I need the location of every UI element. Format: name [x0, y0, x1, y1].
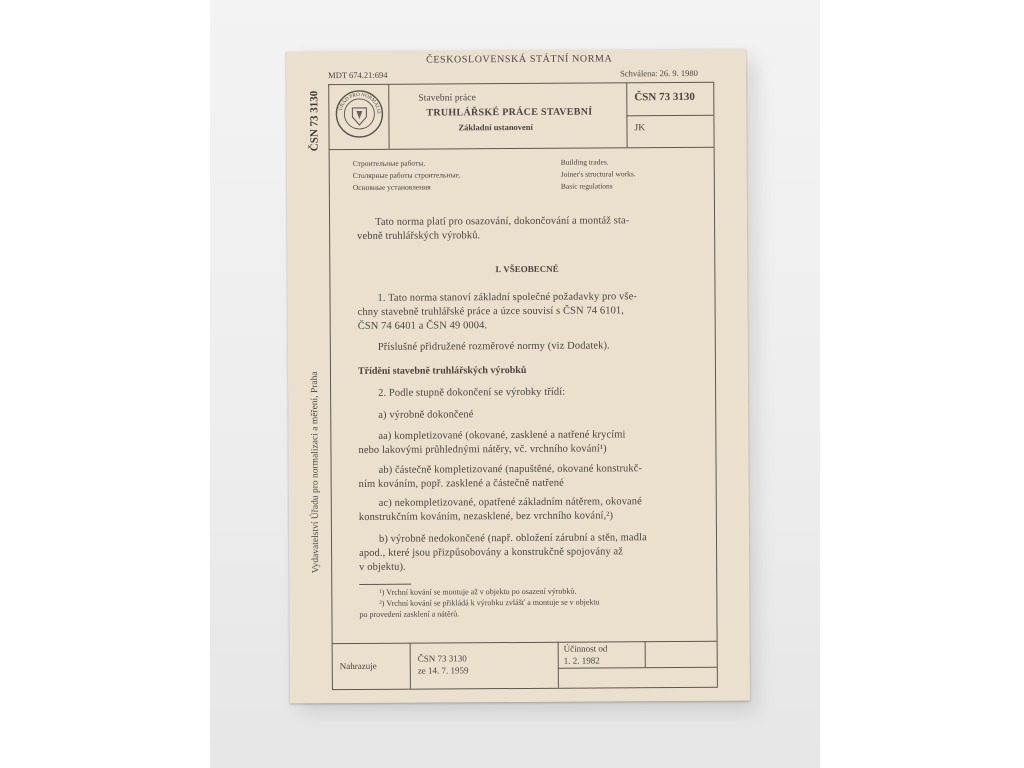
title-block-divider-1: [388, 84, 389, 149]
item-ab-line-1: ab) částečně kompletizované (napuštěné, okované konstrukč-: [378, 463, 643, 476]
subheading: Třídění stavebně truhlářských výrobků: [357, 364, 527, 377]
section-heading: I. VŠEOBECNÉ: [495, 263, 559, 275]
ru-line-2: Столярные работы строительные.: [352, 170, 461, 181]
document-page: [286, 49, 750, 704]
item-b-line-1: b) výrobně nedokončené (např. obložení zárubní a stěn, madla: [378, 532, 647, 545]
replaces-code: ČSN 73 3130: [417, 653, 467, 664]
item-aa-line-2: nebo lakovými průhlednými nátěry, vč. vrchního kování¹): [358, 443, 607, 456]
svg-text:ÚŘAD PRO NORMALIZACI A MĚŘENÍ: ÚŘAD PRO NORMALIZACI: [338, 92, 381, 115]
mdt-label: MDT 674.21:694: [328, 69, 388, 81]
item-a: a) výrobně dokončené: [378, 409, 474, 421]
frame-top: [328, 82, 713, 85]
side-publisher: Vydavatelství Úřadu pro normalizaci a měření, Praha: [309, 371, 322, 574]
footer-top-line: [332, 641, 717, 644]
footnote-1: ¹) Vrchní kování se montuje až v objektu po osazení výrobků.: [379, 586, 577, 597]
top-title: ČESKOSLOVENSKÁ STÁTNÍ NORMA: [426, 53, 613, 66]
title-block-hline-bottom: [329, 147, 714, 150]
footnote-2: ²) Vrchní kování se přikládá k výrobku zvlášť a montuje se v objektu: [379, 597, 600, 608]
intro-line-2: vebně truhlářských výrobků.: [357, 230, 481, 242]
state-seal: [334, 89, 384, 139]
item-ac-line-1: ac) nekompletizované, opatřené základním nátěrem, okované: [378, 496, 642, 509]
effective-label: Účinnost od: [563, 643, 608, 654]
en-line-1: Building trades.: [560, 157, 609, 167]
footnote-rule: [359, 584, 411, 585]
p1b-text: Příslušné přidružené rozměrové normy (viz Dodatek).: [377, 340, 610, 353]
p1-line-3: ČSN 74 6401 a ČSN 49 0004.: [357, 320, 488, 332]
effective-date: 1. 2. 1982: [563, 655, 600, 666]
intro-line-1: Tato norma platí pro osazování, dokončování a montáž sta-: [375, 215, 630, 228]
item-aa-line-1: aa) kompletizované (okované, zasklené a natřené krycími: [378, 429, 626, 442]
footer-divider-3: [645, 641, 646, 667]
doc-category: Stavební práce: [418, 93, 476, 104]
item-ac-line-2: konstrukčním kováním, nezasklené, bez vrchního kování,²): [358, 510, 614, 523]
item-ab-line-2: ním kováním, popř. zasklené a částečně natřené: [358, 477, 564, 490]
ru-line-3: Основные установления: [352, 182, 431, 193]
doc-title: TRUHLÁŘSKÉ PRÁCE STAVEBNÍ: [426, 106, 593, 119]
footnote-3: po provedení zasklení a nátěrů.: [359, 609, 460, 619]
replaces-date: ze 14. 7. 1959: [417, 665, 469, 676]
english-translation: [561, 156, 636, 192]
item-b-line-3: v objektu).: [359, 561, 406, 573]
approved-date: Schválena: 26. 9. 1980: [620, 67, 698, 79]
class-mark: JK: [634, 123, 646, 134]
title-block-hline-mid: [626, 115, 713, 117]
footer-mid-line: [558, 667, 717, 669]
item-b-line-2: apod., které jsou přizpůsobovány a konstrukčně spojovány až: [359, 546, 624, 559]
p1-line-2: chny stavebně truhlářské práce a úzce souvisí s ČSN 74 6101,: [357, 305, 625, 318]
seal-icon: [334, 89, 384, 139]
frame-bottom: [332, 687, 718, 690]
norm-code-box: ČSN 73 3130: [634, 90, 695, 104]
en-line-2: Joiner's structural works.: [560, 169, 636, 179]
footer-divider-2: [558, 642, 559, 688]
russian-translation: [353, 157, 461, 194]
en-line-3: Basic regulations: [560, 181, 613, 191]
footer-divider-1: [410, 643, 411, 689]
replaces-label: Nahrazuje: [339, 660, 377, 672]
frame-right: [713, 82, 718, 687]
p1-line-1: 1. Tato norma stanoví základní společné požadavky pro vše-: [377, 291, 637, 304]
side-norm-code: ČSN 73 3130: [308, 90, 321, 152]
doc-subtitle: Základní ustanovení: [458, 121, 533, 133]
ru-line-1: Строительные работы.: [352, 158, 426, 169]
frame-left: [328, 84, 333, 689]
p2-text: 2. Podle stupně dokončení se výrobky třídí:: [378, 386, 566, 399]
